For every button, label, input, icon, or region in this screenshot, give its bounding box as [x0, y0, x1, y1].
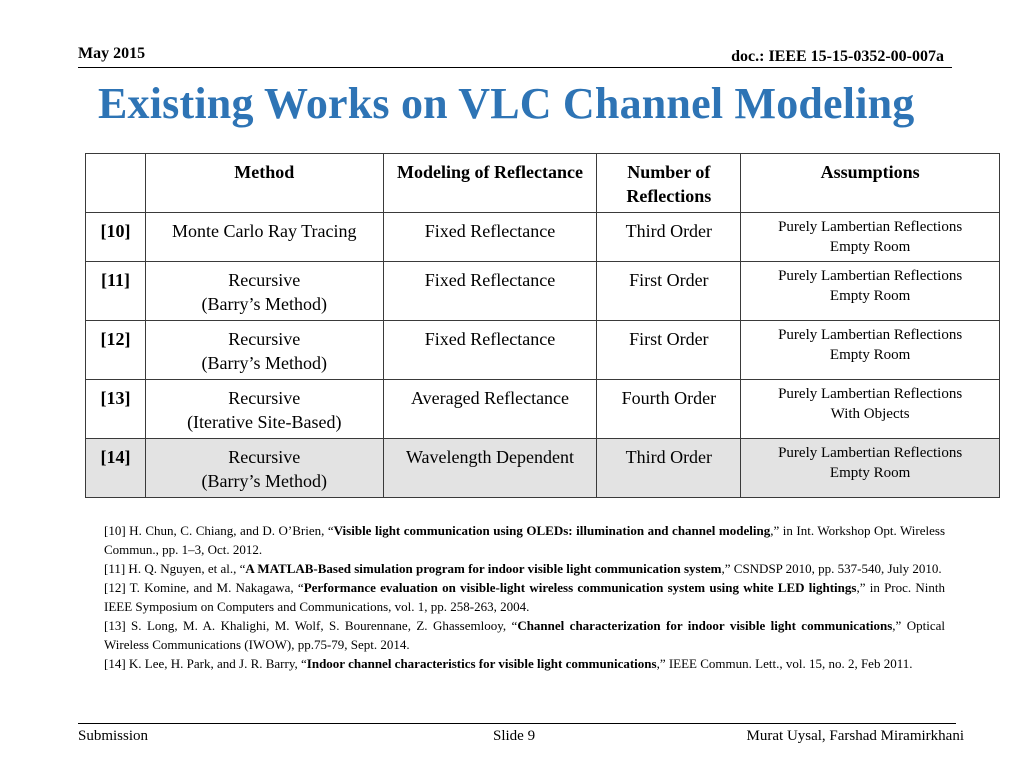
reflections-cell: Third Order	[597, 213, 741, 262]
reference-title: Channel characterization for indoor visible light communications	[517, 618, 893, 633]
reflectance-cell: Averaged Reflectance	[383, 380, 597, 439]
table-row	[86, 262, 1000, 321]
ref-cell: [12]	[86, 321, 146, 380]
assumption-line-1: Purely Lambertian Reflections	[778, 268, 963, 284]
method-line-2: (Barry’s Method)	[201, 471, 328, 491]
reference-suffix: ,” IEEE Commun. Lett., vol. 15, no. 2, Feb 2011.	[656, 656, 913, 671]
method-line-2: (Barry’s Method)	[201, 353, 328, 373]
assumption-line-2: Empty Room	[829, 288, 911, 304]
method-cell	[145, 380, 383, 439]
assumption-line-1: Purely Lambertian Reflections	[778, 327, 963, 343]
reference-item	[104, 559, 945, 578]
method-cell	[145, 439, 383, 498]
assumptions-cell	[741, 213, 1000, 262]
footer-authors: Murat Uysal, Farshad Miramirkhani	[746, 728, 964, 744]
ref-cell: [14]	[86, 439, 146, 498]
method-line-1: Recursive	[228, 270, 301, 290]
reference-list	[104, 521, 945, 673]
header-method: Method	[145, 154, 383, 213]
reference-prefix: [10] H. Chun, C. Chiang, and D. O’Brien, “	[104, 523, 334, 538]
reference-title: Indoor channel characteristics for visible light communications	[306, 656, 657, 671]
method-line-2: (Iterative Site-Based)	[187, 412, 342, 432]
reflectance-cell: Fixed Reflectance	[383, 262, 597, 321]
header-doc-id: doc.: IEEE 15-15-0352-00-007a	[731, 48, 944, 65]
header-reflectance: Modeling of Reflectance	[383, 154, 597, 213]
assumptions-cell	[741, 262, 1000, 321]
reflectance-cell: Wavelength Dependent	[383, 439, 597, 498]
reflections-cell: Fourth Order	[597, 380, 741, 439]
method-line-2: (Barry’s Method)	[201, 294, 328, 314]
assumption-line-1: Purely Lambertian Reflections	[778, 445, 963, 461]
reference-suffix: ,” in Proc. Ninth IEEE Symposium on Computers and Communications, vol. 1, pp. 258-263, 2004.	[104, 580, 945, 614]
header-date: May 2015	[78, 45, 146, 62]
header-assumptions: Assumptions	[741, 154, 1000, 213]
footer-divider	[78, 723, 956, 724]
assumption-line-2: With Objects	[830, 406, 910, 422]
ref-cell: [13]	[86, 380, 146, 439]
assumption-line-2: Empty Room	[829, 239, 911, 255]
method-line-1: Monte Carlo Ray Tracing	[172, 221, 357, 241]
reference-title: Visible light communication using OLEDs: illumination and channel modeling	[333, 523, 771, 538]
table-row	[86, 321, 1000, 380]
reflections-cell: First Order	[597, 262, 741, 321]
reference-prefix: [12] T. Komine, and M. Nakagawa, “	[104, 580, 304, 595]
reference-item	[104, 521, 945, 559]
reference-suffix: ,” in Int. Workshop Opt. Wireless Commun., pp. 1–3, Oct. 2012.	[104, 523, 946, 557]
reference-title: A MATLAB-Based simulation program for indoor visible light communication system	[245, 561, 722, 576]
slide-title: Existing Works on VLC Channel Modeling	[98, 79, 915, 128]
table-row	[86, 213, 1000, 262]
table-row	[86, 380, 1000, 439]
reference-item	[104, 654, 945, 673]
reference-item	[104, 616, 945, 654]
ref-cell: [11]	[86, 262, 146, 321]
reflectance-cell: Fixed Reflectance	[383, 321, 597, 380]
reference-prefix: [13] S. Long, M. A. Khalighi, M. Wolf, S. Bourennane, Z. Ghassemlooy, “	[104, 618, 518, 633]
assumption-line-2: Empty Room	[829, 465, 911, 481]
reflections-cell: Third Order	[597, 439, 741, 498]
header-ref	[86, 154, 146, 213]
footer-submission: Submission	[78, 728, 149, 744]
method-cell	[145, 213, 383, 262]
works-table	[85, 153, 1000, 498]
method-cell	[145, 321, 383, 380]
ref-cell: [10]	[86, 213, 146, 262]
table-header-row	[86, 154, 1000, 213]
assumption-line-2: Empty Room	[829, 347, 911, 363]
reference-suffix: ,” CSNDSP 2010, pp. 537-540, July 2010.	[721, 561, 942, 576]
table-row-highlighted	[86, 439, 1000, 498]
header-reflections: Number of Reflections	[597, 154, 741, 213]
assumptions-cell	[741, 380, 1000, 439]
footer-slide-number: Slide 9	[493, 728, 536, 744]
reference-prefix: [11] H. Q. Nguyen, et al., “	[104, 561, 246, 576]
method-line-1: Recursive	[228, 447, 301, 467]
reference-item	[104, 578, 945, 616]
reference-prefix: [14] K. Lee, H. Park, and J. R. Barry, “	[104, 656, 307, 671]
reflectance-cell: Fixed Reflectance	[383, 213, 597, 262]
assumptions-cell	[741, 439, 1000, 498]
method-cell	[145, 262, 383, 321]
assumption-line-1: Purely Lambertian Reflections	[778, 386, 963, 402]
method-line-1: Recursive	[228, 329, 301, 349]
reference-title: Performance evaluation on visible-light wireless communication system using white LED lightings	[303, 580, 857, 595]
header-divider	[78, 67, 952, 68]
assumptions-cell	[741, 321, 1000, 380]
method-line-1: Recursive	[228, 388, 301, 408]
reflections-cell: First Order	[597, 321, 741, 380]
assumption-line-1: Purely Lambertian Reflections	[778, 219, 963, 235]
reference-suffix: ,” Optical Wireless Communications (IWOW), pp.75-79, Sept. 2014.	[104, 618, 945, 652]
